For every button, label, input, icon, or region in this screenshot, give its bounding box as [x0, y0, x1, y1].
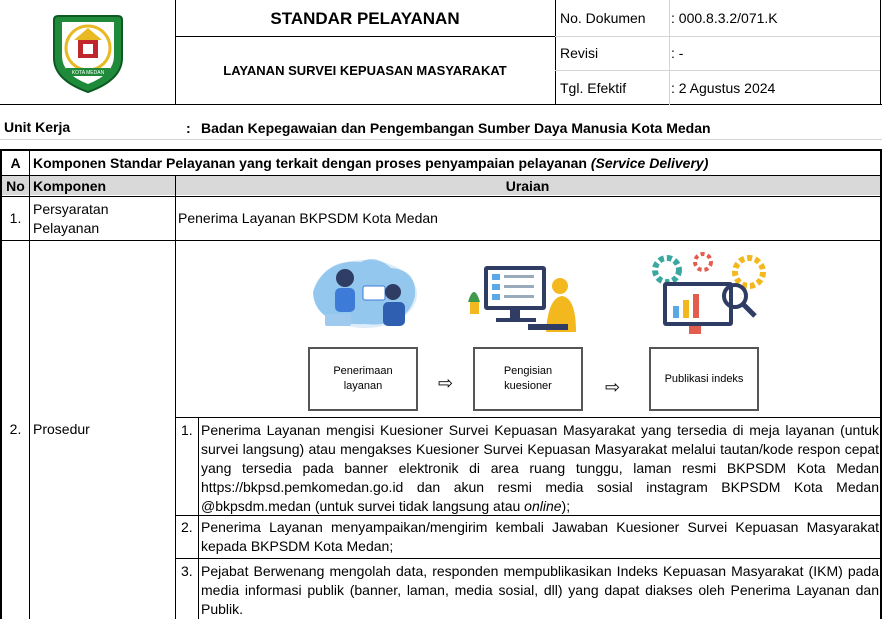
- document-header: [0, 0, 882, 105]
- unit-kerja-colon: :: [186, 120, 191, 136]
- svg-text:KOTA MEDAN: KOTA MEDAN: [71, 70, 105, 76]
- step2-text: Penerima Layanan menyampaikan/mengirim kembali Jawaban Kuesioner Survei Kepuasan Masyarakat kepada BKPSDM Kota Medan;: [201, 519, 879, 554]
- header-uraian: Uraian: [505, 178, 550, 194]
- row1-no: 1.: [9, 210, 22, 226]
- revision-value: : -: [671, 45, 684, 61]
- doc-number-value: : 000.8.3.2/071.K: [671, 10, 778, 26]
- document-title: STANDAR PELAYANAN: [270, 9, 460, 28]
- kota-medan-logo: [50, 10, 126, 94]
- flow-step-publishing-index: Publikasi indeks: [649, 347, 759, 411]
- unit-kerja-value: Badan Kepegawaian dan Pengembangan Sumber Daya Manusia Kota Medan: [201, 120, 711, 136]
- illustration-publishing-index: [645, 250, 767, 336]
- doc-number-label: No. Dokumen: [560, 10, 646, 26]
- revision-label: Revisi: [560, 45, 599, 61]
- step1-text: Penerima Layanan mengisi Kuesioner Survei Kepuasan Masyarakat yang tersedia di meja layanan (untuk survei langsung) atau mengakses Kuesioner Survei Kepuasan Masyarakat melalui tautan/kode respon cepat yang tersedia pada banner elektronik di area ruang tunggu, laman resmi BKPSDM Kota Medan https://bkpsd.pemkomedan.go.id dan akun resmi media sosial instagram BKPSDM Kota Medan @bkpsdm.medan (untuk survei tidak langsung atau online);: [201, 422, 879, 514]
- step3-text: Pejabat Berwenang mengolah data, responden mempublikasikan Indeks Kepuasan Masyarakat (IKM) pada media informasi publik (banner, laman, media sosial, dll) yang dapat diakses oleh Penerima Layanan dan Publik.: [201, 563, 879, 617]
- step1-number: 1.: [181, 422, 193, 438]
- flow-step-receiving-service: Penerimaan layanan: [308, 347, 418, 411]
- effective-date-value: : 2 Agustus 2024: [671, 80, 776, 96]
- illustration-filling-questionnaire: [466, 262, 580, 336]
- step2-number: 2.: [181, 519, 193, 535]
- row2-no: 2.: [9, 421, 22, 437]
- unit-kerja-label: Unit Kerja: [4, 119, 71, 135]
- row1-komponen-line1: Persyaratan: [33, 201, 109, 217]
- flow-arrow-2: ⇨: [605, 377, 621, 397]
- step3-number: 3.: [181, 563, 193, 579]
- header-komponen: Komponen: [33, 178, 107, 194]
- row1-komponen-line2: Pelayanan: [33, 220, 100, 236]
- header-no: No: [6, 178, 25, 194]
- flow-arrow-1: ⇨: [438, 373, 454, 393]
- effective-date-label: Tgl. Efektif: [560, 80, 627, 96]
- illustration-receiving-service: [305, 252, 425, 336]
- section-title: Komponen Standar Pelayanan yang terkait dengan proses penyampaian pelayanan (Service Delivery): [33, 155, 709, 171]
- section-letter: A: [10, 155, 21, 171]
- flow-step-filling-questionnaire: Pengisian kuesioner: [473, 347, 583, 411]
- row2-komponen: Prosedur: [33, 421, 90, 437]
- row1-uraian: Penerima Layanan BKPSDM Kota Medan: [178, 210, 438, 226]
- document-subtitle: LAYANAN SURVEI KEPUASAN MASYARAKAT: [223, 63, 507, 78]
